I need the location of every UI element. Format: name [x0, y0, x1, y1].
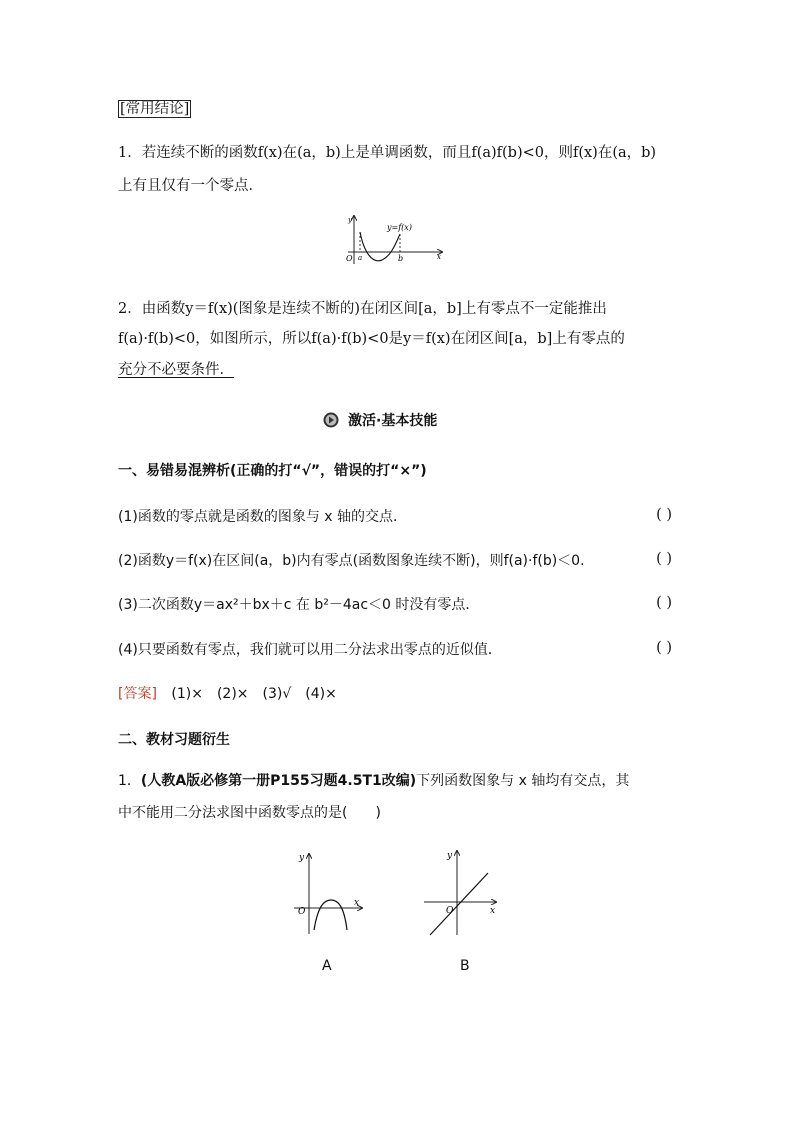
figure-b-line	[430, 873, 488, 935]
play-icon	[322, 412, 342, 428]
figure-a-label: A	[322, 958, 332, 974]
figure-b-label: B	[460, 958, 470, 974]
section-title	[322, 410, 437, 430]
figure-b	[420, 845, 502, 937]
answer-tag: [答案]	[118, 686, 157, 702]
section-title-text: 激活·基本技能	[348, 413, 438, 429]
answer-text: (1)× (2)× (3)√ (4)×	[171, 686, 337, 702]
question-1-line2: 中不能用二分法求图中函数零点的是( )	[118, 805, 381, 821]
part1-item-1-bracket: ( )	[656, 507, 672, 523]
curve-label: y=f(x)	[387, 223, 412, 232]
question-1-line1	[118, 771, 629, 791]
conclusion-item2-line1: 2．由函数y＝f(x)(图象是连续不断的)在闭区间[a，b]上有零点不一定能推出	[118, 301, 607, 317]
question-1-source: (人教A版必修第一册P155习题4.5T1改编)	[140, 773, 417, 789]
answer-line	[118, 684, 337, 704]
a-label: a	[358, 254, 363, 262]
figure-a-parabola	[314, 900, 347, 930]
figure-b-y-label: y	[447, 851, 453, 861]
x-label: x	[437, 253, 441, 261]
b-label: b	[398, 254, 404, 263]
figure-b-origin: O	[446, 906, 454, 916]
figure-a	[288, 848, 368, 938]
figure-b-x-label: x	[490, 906, 496, 916]
origin-label: O	[346, 254, 353, 263]
question-1-text: 下列函数图象与 x 轴均有交点，其	[416, 773, 630, 789]
part1-item-2-bracket: ( )	[656, 551, 672, 567]
conclusion-figure	[336, 212, 448, 268]
conclusion-tag	[118, 97, 191, 118]
figure-a-origin: O	[298, 907, 306, 917]
conclusion-tag-label: [常用结论]	[120, 101, 190, 117]
part1-item-1: (1)函数的零点就是函数的图象与 x 轴的交点．	[118, 509, 408, 525]
part1-item-3-bracket: ( )	[656, 595, 672, 611]
conclusion-item2-line3: 充分不必要条件．	[118, 362, 234, 378]
part1-item-3: (3)二次函数y＝ax²＋bx＋c 在 b²－4ac＜0 时没有零点．	[118, 597, 480, 613]
part1-item-4: (4)只要函数有零点，我们就可以用二分法求出零点的近似值．	[118, 642, 502, 658]
conclusion-item1-line2: 上有且仅有一个零点．	[118, 178, 263, 194]
y-label: y	[348, 216, 352, 224]
figure-a-x-label: x	[354, 898, 360, 908]
part1-heading: 一、易错易混辨析(正确的打“√”，错误的打“×”)	[118, 463, 427, 479]
conclusion-item2-line2: f(a)·f(b)<0，如图所示，所以f(a)·f(b)<0是y＝f(x)在闭区间[a，b]上有零点的	[118, 331, 625, 347]
conclusion-item1-line1: 1．若连续不断的函数f(x)在(a，b)上是单调函数，而且f(a)f(b)<0，则f(x)在(a，b)	[118, 145, 657, 161]
part1-item-2: (2)函数y＝f(x)在区间(a，b)内有零点(函数图象连续不断)，则f(a)·f(b)＜0.	[118, 553, 585, 569]
figure-a-y-label: y	[299, 853, 305, 863]
part1-item-4-bracket: ( )	[656, 640, 672, 656]
function-curve	[360, 232, 400, 261]
part2-heading: 二、教材习题衍生	[118, 732, 230, 748]
question-1-number: 1．	[118, 773, 141, 789]
